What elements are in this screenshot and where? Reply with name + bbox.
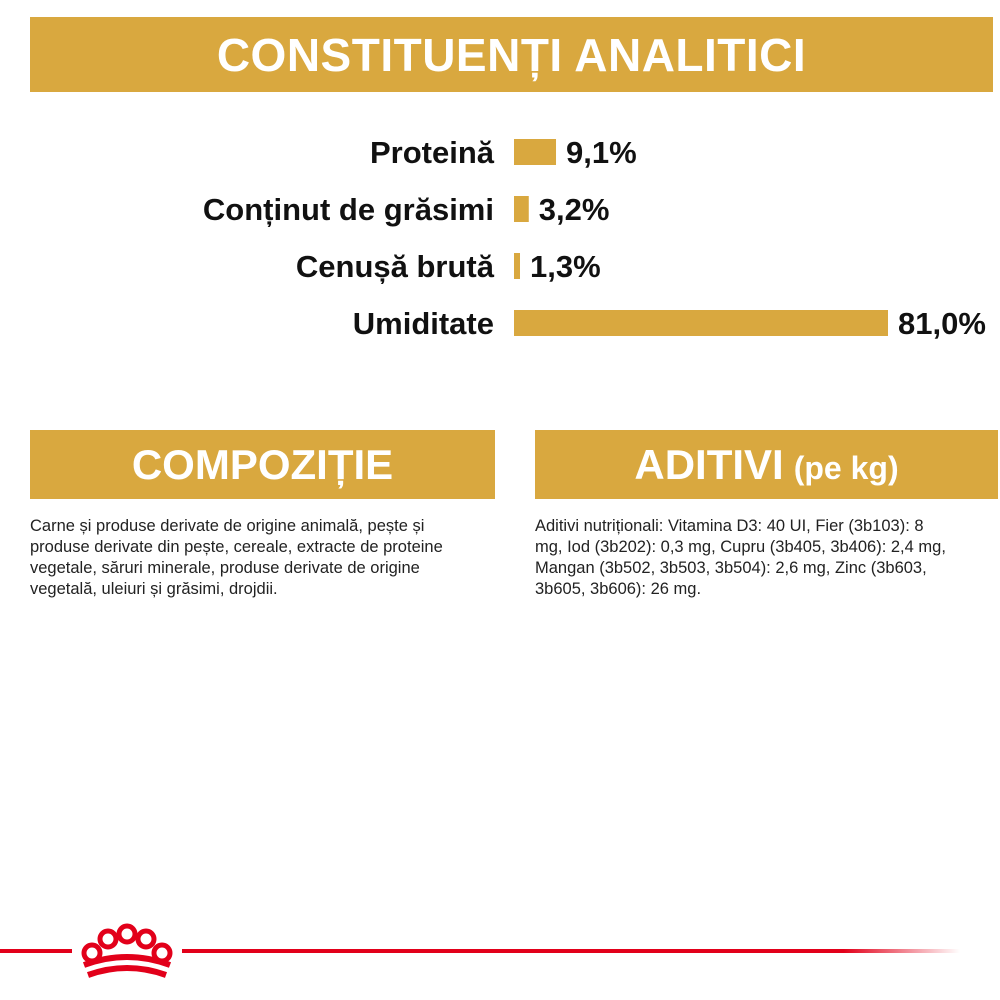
value-label: 81,0% [898, 306, 986, 341]
analytic-constituents-title: CONSTITUENȚI ANALITICI [216, 28, 807, 81]
additives-unit: (pe kg) [793, 450, 899, 486]
additives-text: Aditivi nutriționali: Vitamina D3: 40 UI, Fier (3b103): 8 mg, Iod (3b202): 0,3 mg, Cupru (3b405, 3b406): 2,4 mg, Mangan (3b502, 3b503, 3b504): 2,6 mg, Zinc (3b603, 3b605, 3b606): 26 mg. [535, 517, 946, 598]
brand-footer [0, 915, 1000, 985]
value-label: 9,1% [566, 135, 637, 170]
footer-line-right [182, 949, 960, 953]
analytic-constituents-chart [0, 0, 1000, 360]
value-label: 3,2% [538, 192, 610, 227]
composition-banner [30, 430, 495, 499]
value-label: 1,3% [530, 249, 601, 284]
bar [514, 139, 556, 165]
composition-title: COMPOZIȚIE [131, 440, 394, 488]
category-label: Umiditate [352, 306, 494, 341]
bar [514, 310, 888, 336]
footer-line-left [0, 949, 72, 953]
bar [514, 253, 520, 279]
additives-title: ADITIVI [634, 440, 784, 488]
category-label: Cenușă brută [295, 249, 494, 284]
additives-banner [535, 430, 998, 499]
bar [514, 196, 529, 222]
composition-text: Carne și produse derivate de origine animală, pește și produse derivate din pește, cereale, extracte de proteine vegetale, săruri minerale, produse derivate de origine vegetală, uleiuri și grăsimi, drojdii. [30, 517, 443, 598]
category-label: Proteină [369, 135, 494, 170]
category-label: Conținut de grăsimi [202, 192, 494, 227]
crown-logo-icon [84, 926, 170, 975]
